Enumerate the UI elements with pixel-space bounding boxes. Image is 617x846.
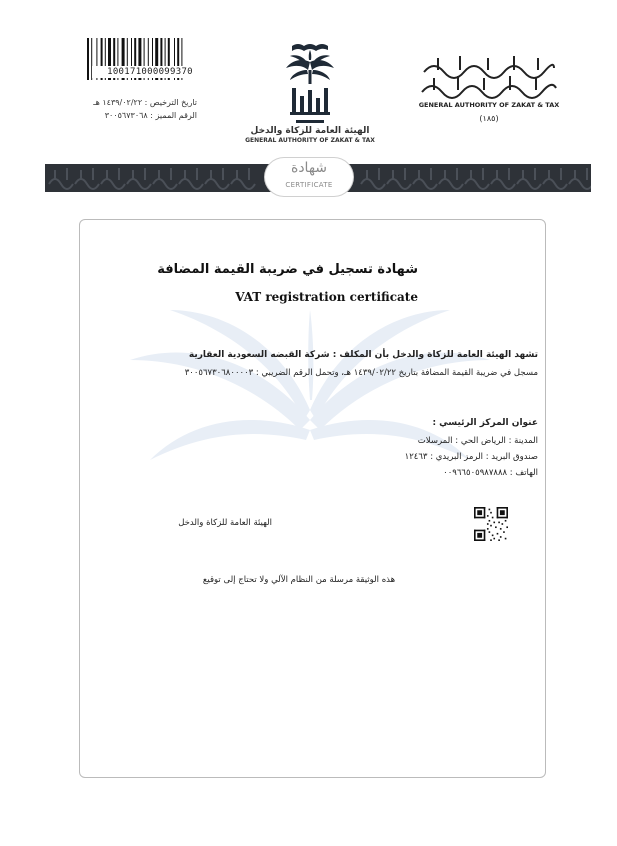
banner-title-ar: شهادة xyxy=(290,160,328,176)
certificate-title-ar: شهادة تسجيل في ضريبة القيمة المضافة xyxy=(157,262,418,277)
qr-code xyxy=(474,507,508,541)
registration-number: الرقم المميز : ٣٠٠٥٦٧٣٠٦٨ xyxy=(104,111,197,120)
registration-line: مسجل في ضريبة القيمة المضافة بتاريخ ١٤٣٩/٠٢/٢٢ هـ، وتحمل الرقم الضريبي : ٣٠٠٥٦٧٣٠٦٨٠٠٠٠٣ xyxy=(184,368,538,378)
city-district-line: المدينة : الرياض الحي : المرسلات xyxy=(417,436,538,446)
authority-name-ar: الهيئة العامة للزكاة والدخل xyxy=(250,126,370,136)
auto-generated-note: هذه الوثيقة مرسلة من النظام الآلي ولا تحتاج إلى توقيع xyxy=(202,575,396,585)
po-box-line: صندوق البريد : الرمز البريدي : ١٢٤٦٣ xyxy=(404,452,538,462)
banner-title-en: CERTIFICATE xyxy=(285,181,333,189)
authority-signature: الهيئة العامة للزكاة والدخل xyxy=(178,518,272,528)
phone-line: الهاتف : ٠٠٩٦٦٥٠٥٩٨٧٨٨٨ xyxy=(443,468,538,478)
taxpayer-line: تشهد الهيئة العامة للزكاة والدخل بأن المكلف : شركة القبضه السعودية العقارية xyxy=(188,350,538,360)
authority-name-en: GENERAL AUTHORITY OF ZAKAT & TAX xyxy=(245,137,375,144)
zakat-authority-logo xyxy=(262,40,358,136)
certificate-title-en: VAT registration certificate xyxy=(235,290,418,304)
license-date: تاريخ الترخيص : ١٤٣٩/٠٢/٢٢ هـ xyxy=(93,98,197,107)
address-label: عنوان المركز الرئيسي : xyxy=(432,418,538,428)
ksa-authority-en: GENERAL AUTHORITY OF ZAKAT & TAX xyxy=(418,101,560,109)
ksa-calligraphy-logo xyxy=(418,54,560,100)
barcode-number: 100171000099370 xyxy=(92,66,208,78)
ksa-number: (١٨٥) xyxy=(479,114,499,123)
